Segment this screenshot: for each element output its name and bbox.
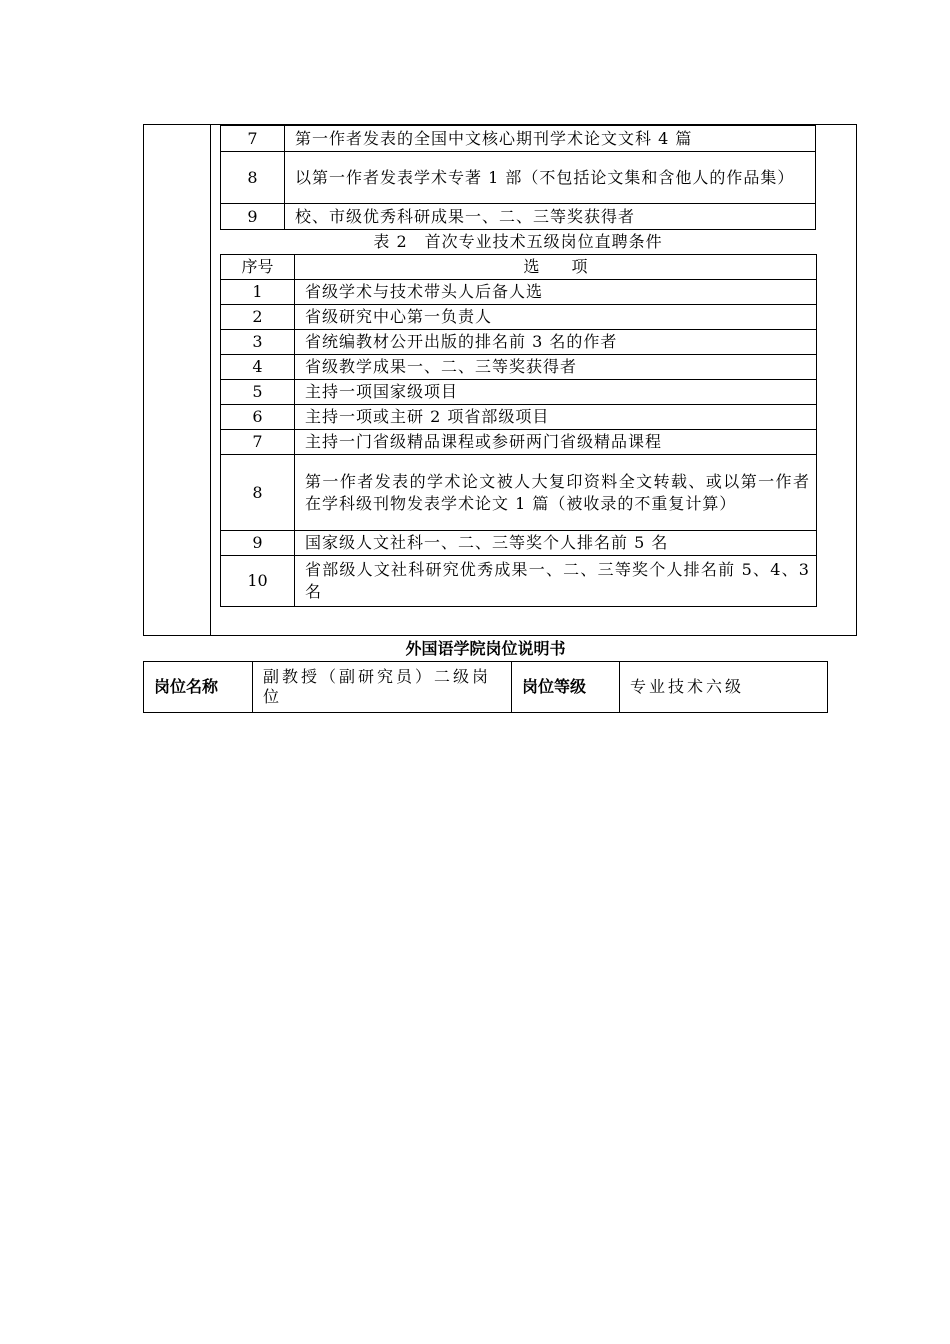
row-text: 省级教学成果一、二、三等奖获得者 xyxy=(295,355,817,380)
row-number: 7 xyxy=(221,126,285,152)
row-text: 省级研究中心第一负责人 xyxy=(295,305,817,330)
row-text: 省级学术与技术带头人后备人选 xyxy=(295,280,817,305)
row-text: 主持一项国家级项目 xyxy=(295,380,817,405)
row-number: 4 xyxy=(221,355,295,380)
outer-frame xyxy=(143,124,857,636)
outer-divider xyxy=(210,125,211,635)
table-row xyxy=(221,355,817,380)
table-row xyxy=(221,126,816,152)
row-text: 国家级人文社科一、二、三等奖个人排名前 5 名 xyxy=(295,531,817,556)
row-text: 省部级人文社科研究优秀成果一、二、三等奖个人排名前 5、4、3 名 xyxy=(295,556,817,607)
section-title: 外国语学院岗位说明书 xyxy=(405,639,566,658)
header-number: 序号 xyxy=(221,255,295,280)
row-number: 7 xyxy=(221,430,295,455)
table-row xyxy=(221,430,817,455)
criteria-table-continued xyxy=(220,125,816,230)
row-number: 8 xyxy=(221,152,285,204)
row-text: 主持一项或主研 2 项省部级项目 xyxy=(295,405,817,430)
row-text: 以第一作者发表学术专著 1 部（不包括论文集和含他人的作品集） xyxy=(285,152,816,204)
post-info-table xyxy=(143,661,828,713)
table-row xyxy=(144,662,828,713)
row-number: 1 xyxy=(221,280,295,305)
table-row xyxy=(221,380,817,405)
row-number: 9 xyxy=(221,204,285,230)
table-row xyxy=(221,152,816,204)
row-number: 9 xyxy=(221,531,295,556)
row-number: 6 xyxy=(221,405,295,430)
table-row xyxy=(221,531,817,556)
table-row xyxy=(221,405,817,430)
row-number: 10 xyxy=(221,556,295,607)
post-name-value: 副教授（副研究员）二级岗位 xyxy=(253,662,512,713)
post-level-label: 岗位等级 xyxy=(512,662,620,713)
row-text: 省统编教材公开出版的排名前 3 名的作者 xyxy=(295,330,817,355)
row-number: 2 xyxy=(221,305,295,330)
table-row xyxy=(221,280,817,305)
row-text: 校、市级优秀科研成果一、二、三等奖获得者 xyxy=(285,204,816,230)
table-row xyxy=(221,556,817,607)
table-row xyxy=(221,305,817,330)
table-row xyxy=(221,204,816,230)
row-text: 第一作者发表的全国中文核心期刊学术论文文科 4 篇 xyxy=(285,126,816,152)
row-number: 3 xyxy=(221,330,295,355)
row-text: 主持一门省级精品课程或参研两门省级精品课程 xyxy=(295,430,817,455)
row-number: 5 xyxy=(221,380,295,405)
header-option: 选 项 xyxy=(295,255,817,280)
table-header-row xyxy=(221,255,817,280)
table2-caption: 表 2 首次专业技术五级岗位直聘条件 xyxy=(373,232,663,251)
post-name-label: 岗位名称 xyxy=(144,662,253,713)
criteria-table-2 xyxy=(220,254,817,607)
row-text: 第一作者发表的学术论文被人大复印资料全文转载、或以第一作者在学科级刊物发表学术论文 1 篇（被收录的不重复计算） xyxy=(295,455,817,531)
table-row xyxy=(221,330,817,355)
post-level-value: 专业技术六级 xyxy=(620,662,828,713)
row-number: 8 xyxy=(221,455,295,531)
table-row xyxy=(221,455,817,531)
